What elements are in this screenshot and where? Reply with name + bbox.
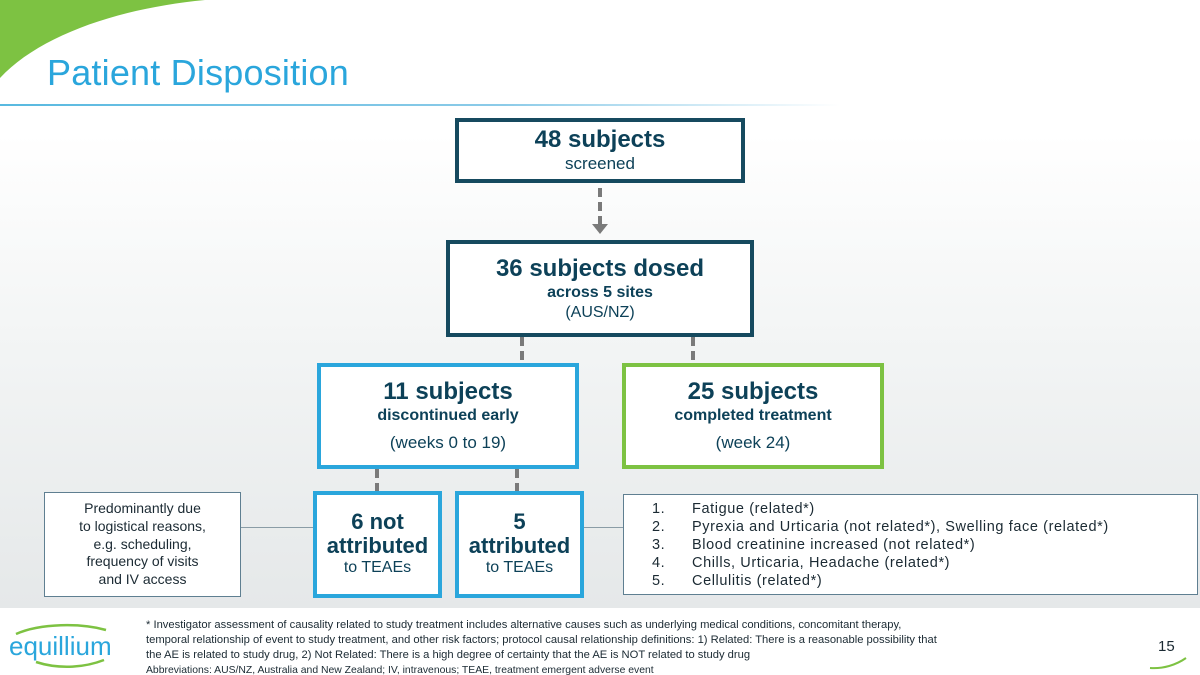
arrow-down-icon [592,224,608,234]
completed-count: 25 subjects [687,378,819,406]
footnote-line-2: temporal relationship of event to study treatment, and other risk factors; protocol causal relationship definitions: 1) Related: There is a reasonable possibility that [146,634,937,646]
not-attributed-sub: to TEAEs [343,559,412,577]
attributed-count: 5 [513,508,526,534]
footnote-line-3: the AE is related to study drug, 2) Not Related: There is a high degree of certainty that the AE is NOT related to study drug [146,649,751,661]
teae-item: 1. Fatigue (related*) [652,500,815,517]
teae-item: 5. Cellulitis (related*) [652,572,823,589]
not-attributed-box [313,491,442,598]
completed-period: (week 24) [715,432,791,452]
connector-discontinued-not-attributed [375,469,379,491]
teae-list-box [623,494,1198,595]
discontinued-period: (weeks 0 to 19) [389,432,507,452]
not-attributed-count: 6 not [351,508,404,534]
dosed-count: 36 subjects dosed [495,255,705,283]
completed-label: completed treatment [674,406,832,424]
equillium-logo [6,620,121,670]
dosed-sites: across 5 sites [547,283,653,301]
connector-attributed-list [584,527,624,528]
not-attributed-label: attributed [326,533,429,559]
discontinued-box [317,363,579,469]
page-number-swoosh [1148,656,1188,670]
discontinued-label: discontinued early [377,406,519,424]
discontinued-count: 11 subjects [383,378,513,406]
connector-dosed-completed [691,337,695,362]
reason-line-1: Predominantly due [84,499,201,516]
page-number: 15 [1158,638,1175,655]
footnote [146,618,1126,675]
connector-screened-dosed [598,188,602,224]
footnote-line-1: * Investigator assessment of causality related to study treatment includes alternative causes such as underlying medical conditions, concomitant therapy, [146,619,902,631]
connector-reasons-not-attributed [241,527,314,528]
reason-line-3: e.g. scheduling, [93,535,192,552]
completed-box [622,363,884,469]
attributed-label: attributed [468,533,571,559]
reason-line-5: and IV access [98,571,187,588]
reasons-box [44,492,241,597]
attributed-box [455,491,584,598]
dosed-region: (AUS/NZ) [565,303,635,321]
reason-line-2: to logistical reasons, [79,517,206,534]
reason-line-4: frequency of visits [86,553,199,570]
teae-item: 4. Chills, Urticaria, Headache (related*) [652,554,951,571]
screened-box [455,118,745,183]
attributed-sub: to TEAEs [485,559,554,577]
slide-title: Patient Disposition [47,52,349,93]
dosed-box [446,240,754,337]
svg-text:equillium: equillium [9,631,112,661]
abbreviations: Abbreviations: AUS/NZ, Australia and New Zealand; IV, intravenous; TEAE, treatment emergent adverse event [146,665,654,675]
connector-dosed-discontinued [520,337,524,362]
teae-list [652,500,1109,590]
teae-item: 2. Pyrexia and Urticaria (not related*), Swelling face (related*) [652,518,1109,535]
teae-item: 3. Blood creatinine increased (not related*) [652,536,976,553]
connector-discontinued-attributed [515,469,519,491]
screened-label: screened [565,154,635,174]
screened-count: 48 subjects [534,125,666,153]
title-divider [0,104,840,106]
